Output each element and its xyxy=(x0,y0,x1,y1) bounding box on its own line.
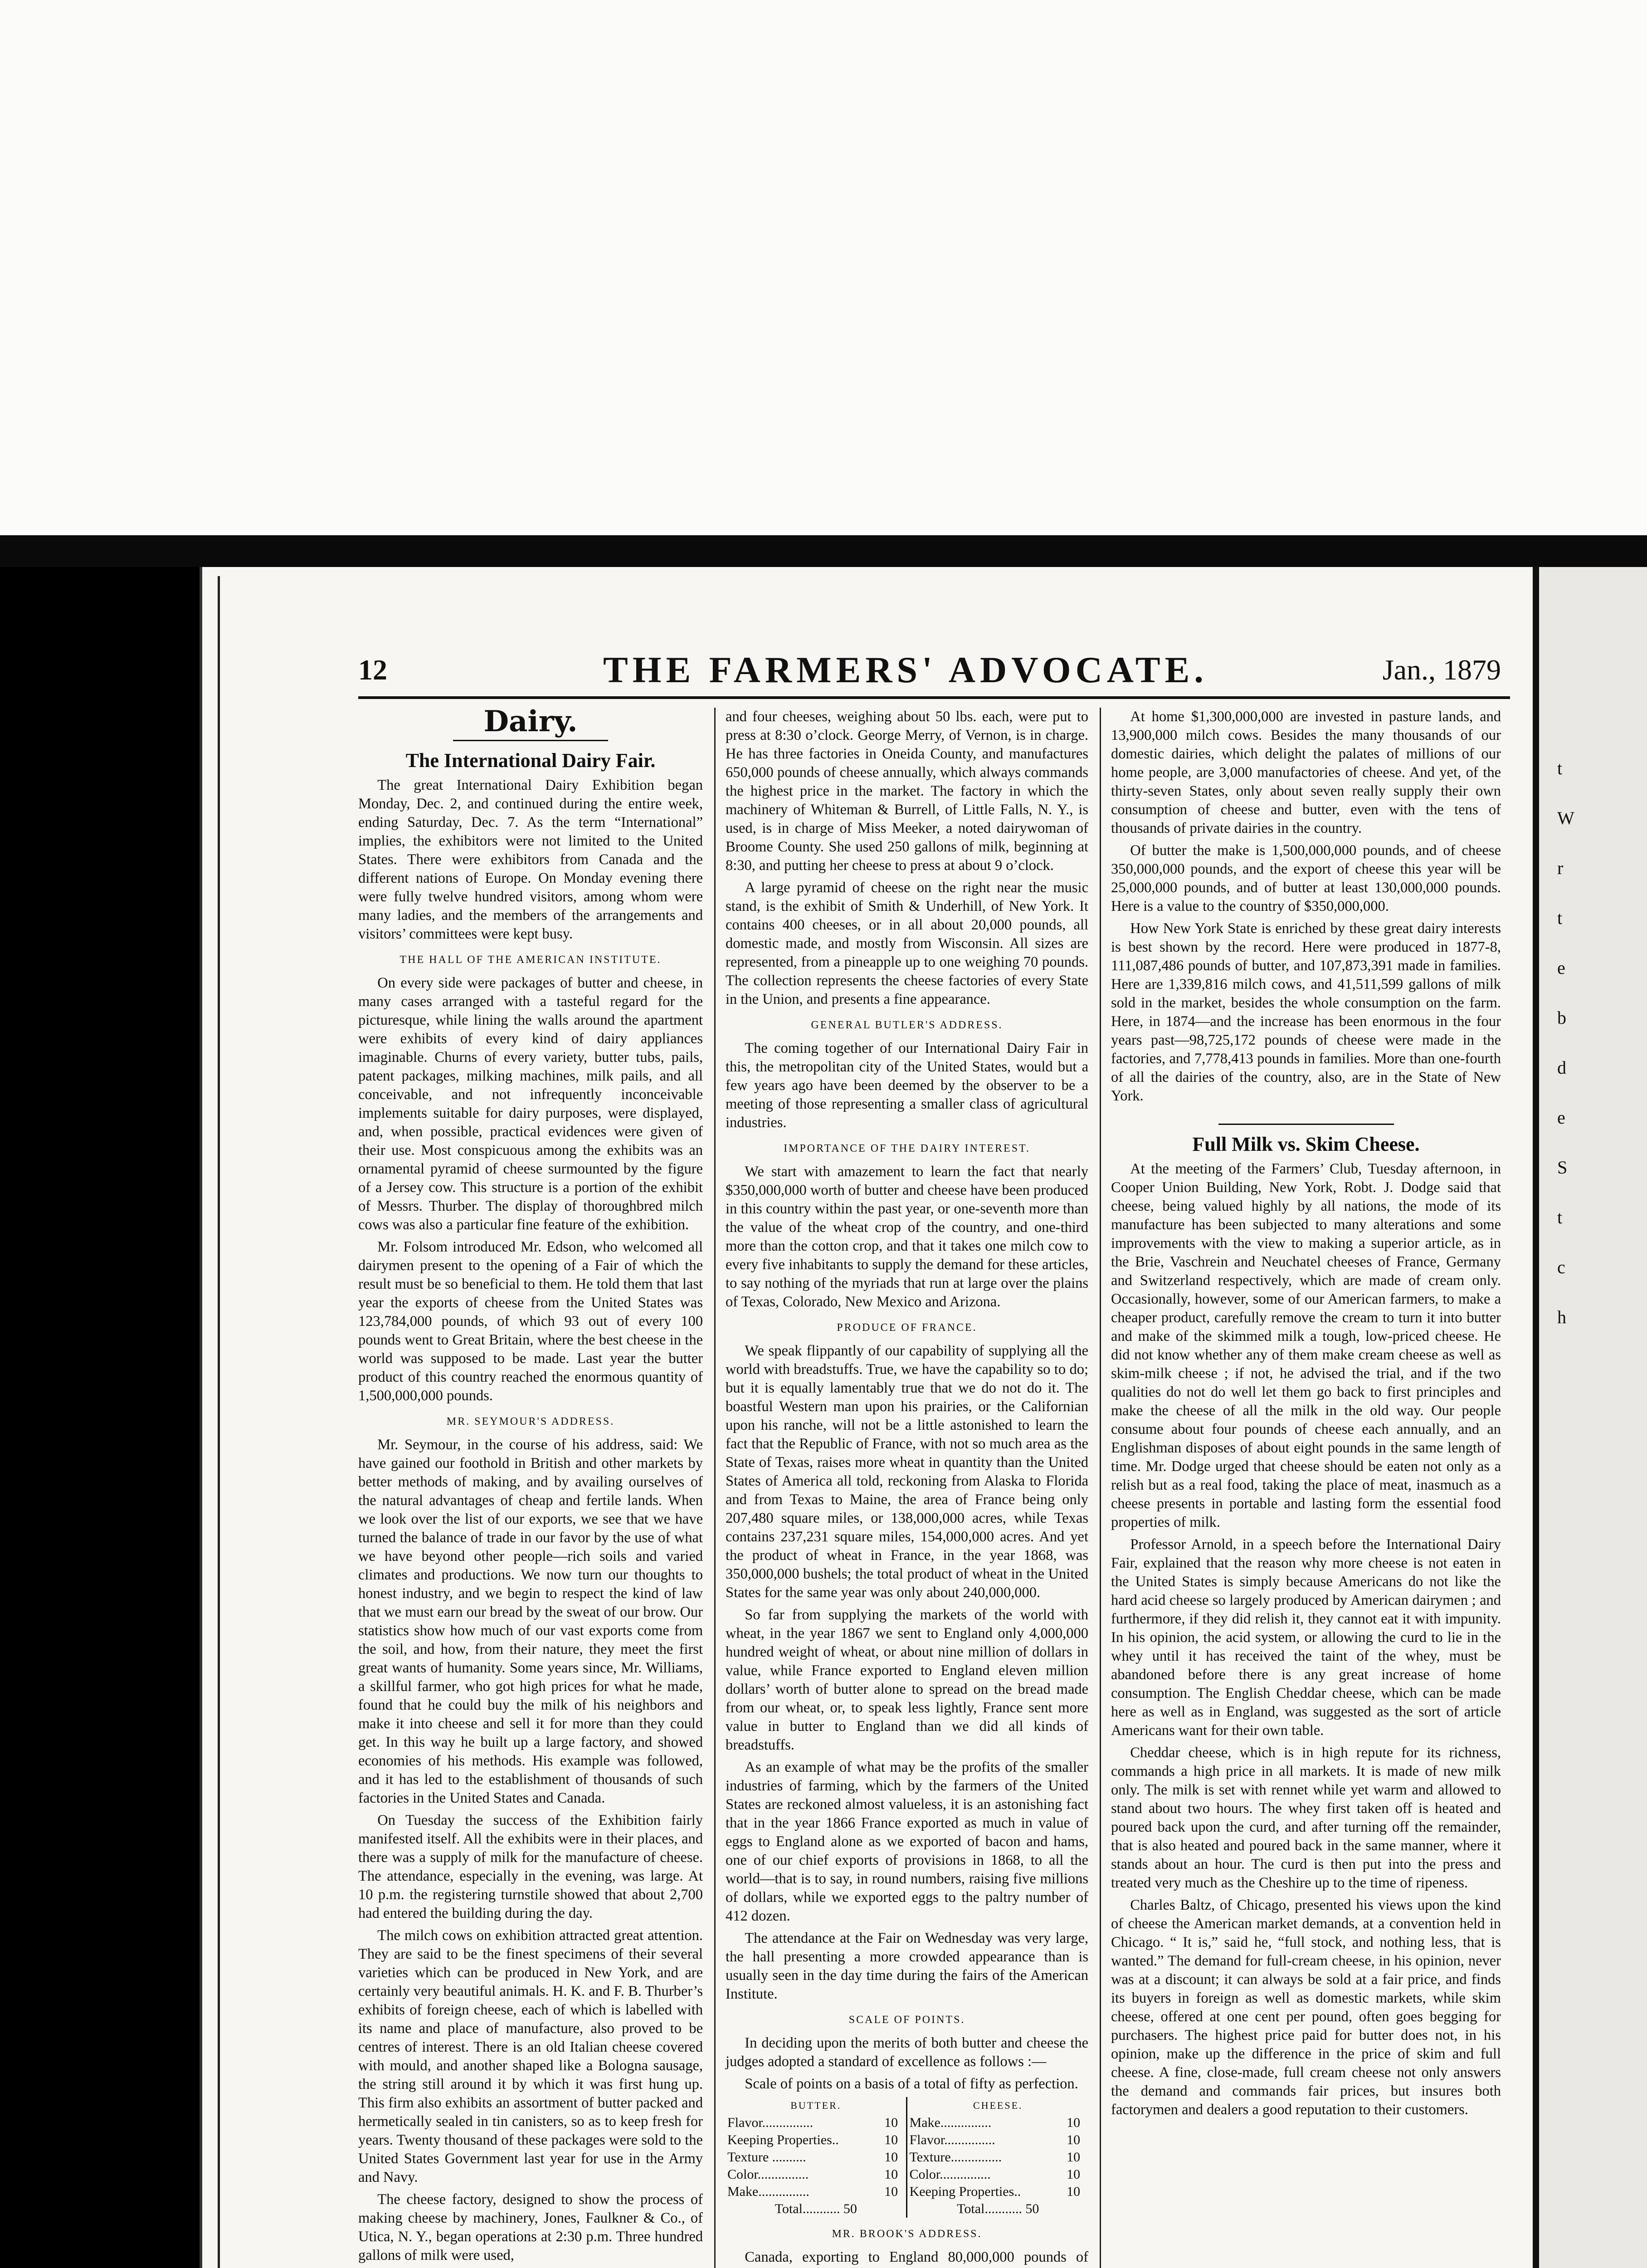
page-header xyxy=(358,644,1501,694)
adjacent-page-strip xyxy=(1533,567,1647,2268)
scale-of-points-table xyxy=(726,2097,1088,2218)
scan-background xyxy=(0,0,1647,535)
cheese-points: 10 xyxy=(1067,2132,1081,2147)
cheese-points: 10 xyxy=(1067,2150,1081,2165)
paragraph: In deciding upon the merits of both butter and cheese the judges adopted a standard of excellence as follows :— xyxy=(726,2035,1088,2070)
scan-border xyxy=(0,535,1647,567)
paragraph: Mr. Folsom introduced Mr. Edson, who welcomed all dairymen present to the opening of a Fair of which the result must be so beneficial to them. He told them that last year the exports of cheese from the United States was 123,784,000 pounds, of which 93 out of every 100 pounds went to Great Britain, where the best cheese in the world was supposed to be made. Last year the butter product of this country reached the enormous quantity of 1,500,000,000 pounds. xyxy=(358,1239,703,1404)
edge-letter-fragment: b xyxy=(1557,1007,1566,1028)
paragraph: Of butter the make is 1,500,000,000 pounds, and of cheese 350,000,000 pounds, and the export of cheese this year will be 25,000,000 pounds, and of butter at least 130,000,000 pounds. Here is a value to the country of $350,000,000. xyxy=(1111,842,1501,914)
edge-letter-fragment: t xyxy=(1557,1207,1563,1227)
cheese-header: CHEESE. xyxy=(907,2097,1088,2114)
paragraph: The cheese factory, designed to show the process of making cheese by machinery, Jones, Faulkner & Co., of Utica, N. Y., began operations at 2:30 p.m. Three hundred gallons of milk were used, xyxy=(358,2191,703,2263)
column-divider xyxy=(1100,708,1101,2268)
subheading: THE HALL OF THE AMERICAN INSTITUTE. xyxy=(400,954,662,966)
edge-letter-fragment: c xyxy=(1557,1257,1565,1277)
edge-letter-fragment: t xyxy=(1557,758,1563,778)
paragraph: Scale of points on a basis of a total of fifty as perfection. xyxy=(745,2076,1078,2092)
edge-letter-fragment: S xyxy=(1557,1157,1568,1178)
butter-points: 10 xyxy=(884,2150,898,2165)
edge-letter-fragment: t xyxy=(1557,908,1563,928)
subheading: GENERAL BUTLER'S ADDRESS. xyxy=(811,1019,1003,1031)
butter-criterion: Texture .......... xyxy=(727,2150,806,2165)
subheading: PRODUCE OF FRANCE. xyxy=(837,1322,977,1334)
page-number: 12 xyxy=(358,654,387,686)
butter-criterion: Make............... xyxy=(727,2184,809,2199)
issue-date: Jan., 1879 xyxy=(1382,654,1501,686)
edge-letter-fragment: e xyxy=(1557,1107,1565,1128)
subheading: MR. BROOK'S ADDRESS. xyxy=(832,2228,982,2240)
butter-points: 10 xyxy=(884,2184,898,2199)
butter-points: 10 xyxy=(884,2132,898,2147)
edge-letter-fragment: r xyxy=(1557,858,1564,878)
header-rule xyxy=(358,696,1510,699)
paragraph: So far from supplying the markets of the world with wheat, in the year 1867 we sent to England only 4,000,000 hundred weight of wheat, or about nine million of dollars in value, while France exported to England eleven million dollars’ worth of butter alone to spread on the bread made from our wheat, or, to speak less lightly, France sent more value in butter to England than we did all kinds of breadstuffs. xyxy=(726,1607,1088,1753)
subheading: MR. SEYMOUR'S ADDRESS. xyxy=(446,1416,615,1427)
butter-criterion: Keeping Properties.. xyxy=(727,2132,839,2147)
column-divider xyxy=(714,708,716,2268)
butter-points: 10 xyxy=(884,2167,898,2182)
edge-letter-fragment: e xyxy=(1557,958,1565,978)
paragraph: As an example of what may be the profits of the smaller industries of farming, which by the farmers of the United States are reckoned almost valueless, it is an astonishing fact that in the year 1866 France exported as much in value of eggs to England alone as we exported of bacon and hams, one of our chief exports of provisions in 1868, to all the world—that is to say, in round numbers, raising five millions of dollars, while we exported eggs to the paltry number of 412 dozen. xyxy=(726,1759,1088,1924)
butter-criterion: Color............... xyxy=(727,2167,809,2182)
edge-letter-fragment: h xyxy=(1557,1307,1566,1327)
butler-header: BUTTER. xyxy=(790,2100,842,2111)
paragraph: On every side were packages of butter and cheese, in many cases arranged with a tasteful regard for the picturesque, while lining the walls around the apartment were exhibits of every kind of dairy appliances imaginable. Churns of every variety, butter tubs, pails, patent packages, milking machines, milk pails, and all conceivable, and not infrequently inconceivable implements suitable for dairy purposes, were displayed, and, when possible, practical evidences were given of their use. Most conspicuous among the exhibits was an ornamental pyramid of cheese surmounted by the figure of a Jersey cow. This structure is a portion of the exhibit of Messrs. Thurber. The display of thoroughbred milch cows was also a particular fine feature of the exhibition. xyxy=(358,975,703,1233)
subheading: SCALE OF POINTS. xyxy=(848,2014,965,2026)
cheese-criterion: Color............... xyxy=(907,2166,1065,2183)
paragraph: At the meeting of the Farmers’ Club, Tuesday afternoon, in Cooper Union Building, New York, Robt. J. Dodge said that cheese, being valued highly by all nations, the mode of its manufacture has been subjected to many alterations and some improvements with the view to making a superior article, as in the Brie, Vaschrein and Neuchatel cheeses of France, Germany and Switzerland respectively, which are made of cream only. Occasionally, however, some of our American farmers, to make a cheaper product, carefully remove the cream to turn it into butter and make of the skimmed milk a tough, low-priced cheese. He did not know whether any of them make cream cheese as well as skim-milk cheese ; if not, he advised the trial, and if the two qualities do not do well let them go back to first principles and make the cheese of all the milk in the old way. Our people consume about four pounds of cheese each annually, and an Englishman disposes of about eight pounds in the same length of time. Mr. Dodge urged that cheese should be eaten not only as a relish but as a real food, taking the place of meat, inasmuch as a cheese presents in portable and lasting form the essential food properties of milk. xyxy=(1111,1161,1501,1530)
paragraph: The great International Dairy Exhibition began Monday, Dec. 2, and continued during the entire week, ending Saturday, Dec. 7. As the term “International” implies, the exhibitors were not limited to the United States. There were exhibitors from Canada and the different nations of Europe. On Monday evening there were fully twelve hundred visitors, among whom were many ladies, and the members of the arrangements and visitors’ committees were kept busy. xyxy=(358,777,703,942)
paragraph: The attendance at the Fair on Wednesday was very large, the hall presenting a more crowded appearance than is usually seen in the day time during the fairs of the American Institute. xyxy=(726,1930,1088,2002)
paragraph: Cheddar cheese, which is in high repute for its richness, commands a high price in all markets. It is made of new milk only. The milk is set with rennet while yet warm and allowed to stand about two hours. The whey first taken off is heated and poured back upon the curd, and after turning off the remainder, that is also heated and poured back in the same manner, where it stands about an hour. The curd is then put into the press and treated very much as the Cheshire up to the time of ripeness. xyxy=(1111,1745,1501,1891)
paragraph: We start with amazement to learn the fact that nearly $350,000,000 worth of butter and cheese have been produced in this country within the past year, or one-seventh more than the value of the wheat crop of the country, and one-third more than the cotton crop, and that it takes one milch cow to every five inhabitants to supply the demand for these articles, to say nothing of the myriads that run at large over the plains of Texas, Colorado, New Mexico and Arizona. xyxy=(726,1163,1088,1310)
cheese-points: 10 xyxy=(1067,2167,1081,2182)
masthead-title: THE FARMERS' ADVOCATE. xyxy=(603,649,1208,690)
paragraph: We speak flippantly of our capability of supplying all the world with breadstuffs. True, we have the capability so to do; but it is equally lamentably true that we do not do it. The boastful Western man upon his prairies, or the Californian upon his ranche, will not be a little astonished to learn the fact that the Republic of France, with not so much area as the State of Texas, raises more wheat in quantity than the United States of America all told, reckoning from Alaska to Florida and from Texas to Maine, the area of France being only 207,480 square miles, or 138,000,000 acres, while Texas contains 237,231 square miles, 154,000,000 acres. And yet the product of wheat in France, in the year 1868, was 350,000,000 bushels; the total product of wheat in the United States for the same year was only about 240,000,000. xyxy=(726,1343,1088,1601)
paragraph: The milch cows on exhibition attracted great attention. They are said to be the finest specimens of their several varieties which can be produced in New York, and are certainly very beautiful animals. H. K. and F. B. Thurber’s exhibits of foreign cheese, each of which is labelled with its name and place of manufacture, also proved to be centres of interest. There is an old Italian cheese covered with mould, and another shaped like a Bologna sausage, the string still around it by which it was first hung up. This firm also exhibits an assortment of butter packed and hermetically sealed in tin canisters, so as to keep fresh for years. Twenty thousand of these packages were sold to the United States Government last year for use in the Army and Navy. xyxy=(358,1927,703,2185)
cheese-criterion: Flavor............... xyxy=(907,2131,1065,2149)
page-binding-edge xyxy=(204,576,220,2268)
paragraph: and four cheeses, weighing about 50 lbs. each, were put to press at 8:30 o’clock. George Merry, of Vernon, is in charge. He has three factories in Oneida County, and manufactures 650,000 pounds of cheese annually, which always commands the highest price in the market. The factory in which the machinery of Whiteman & Burrell, of Little Falls, N. Y., is used, is in charge of Miss Meeker, a noted dairywoman of Broome County. She used 250 gallons of milk, beginning at 8:30, and putting her cheese to press at about 9 o’clock. xyxy=(726,709,1088,874)
subheading: IMPORTANCE OF THE DAIRY INTEREST. xyxy=(784,1143,1030,1154)
cheese-points: 10 xyxy=(1067,2115,1081,2130)
butter-points: 10 xyxy=(884,2115,898,2130)
article-title: Full Milk vs. Skim Cheese. xyxy=(1192,1133,1420,1155)
separator xyxy=(453,740,608,741)
cheese-total: Total........... 50 xyxy=(907,2200,1088,2218)
column-1 xyxy=(358,704,703,2268)
paragraph: Canada, exporting to England 80,000,000 pounds of xyxy=(745,2249,1088,2265)
paragraph: How New York State is enriched by these great dairy interests is best shown by the record. Here were produced in 1877-8, 111,087,486 pounds of butter, and 107,873,391 made in families. Here are 1,339,816 milch cows, and 41,511,599 gallons of milk sold in the market, besides the whole consumption on the farm. Here, in 1874—and the increase has been enormous in the four years past—98,725,172 pounds of cheese were made in the factories, and 7,778,413 pounds in families. More than one-fourth of all the dairies of the country, also, are in the State of New York. xyxy=(1111,920,1501,1104)
paragraph: The coming together of our International Dairy Fair in this, the metropolitan city of the United States, would but a few years ago have been deemed by the observer to be a meeting of those representing a smaller class of agricultural industries. xyxy=(726,1040,1088,1131)
paragraph: On Tuesday the success of the Exhibition fairly manifested itself. All the exhibits were in their places, and there was a supply of milk for the manufacture of cheese. The attendance, especially in the evening, was large. At 10 p.m. the registering turnstile showed that about 2,700 had entered the building during the day. xyxy=(358,1812,703,1921)
separator xyxy=(1218,1124,1394,1125)
column-3 xyxy=(1111,708,1501,2123)
paragraph: Professor Arnold, in a speech before the International Dairy Fair, explained that the reason why more cheese is not eaten in the United States is simply because Americans do not like the hard acid cheese so largely produced by American dairymen ; and furthermore, if they did relish it, they cannot eat it with impunity. In his opinion, the acid system, or allowing the curd to lie in the whey until it has received the taint of the whey, must be abandoned before there is any great increase of home consumption. The English Cheddar cheese, which can be made here as well as in England, was suggested as the sort of article Americans want for their own table. xyxy=(1111,1536,1501,1739)
butter-total: Total........... 50 xyxy=(775,2201,857,2216)
paragraph: A large pyramid of cheese on the right near the music stand, is the exhibit of Smith & Underhill, of New York. It contains 400 cheeses, or in all about 20,000 pounds, all domestic made, and mostly from Wisconsin. All sizes are represented, from a pineapple up to one weighing 70 pounds. The collection represents the cheese factories of every State in the Union, and presents a fine appearance. xyxy=(726,880,1088,1007)
paragraph: Mr. Seymour, in the course of his address, said: We have gained our foothold in British and other markets by better methods of making, and by availing ourselves of the natural advantages of cheap and fertile lands. When we look over the list of our exports, we see that we have turned the balance of trade in our favor by the use of what we have beyond other people—rich soils and varied climates and productions. We now turn our thoughts to honest industry, and we begin to respect the kind of law that we must earn our bread by the sweat of our brow. Our statistics show how much of our vast exports come from the soil, and how, from their nature, they meet the first great wants of humanity. Some years since, Mr. Williams, a skillful farmer, who got high prices for what he made, found that he could buy the milk of his neighbors and make it into cheese and sell it for more than they could get. In this way he built up a large factory, and showed economies of his methods. His example was followed, and it has led to the establishment of thousands of such factories in the United States and Canada. xyxy=(358,1437,703,1806)
section-title: Dairy. xyxy=(483,704,578,738)
butter-criterion: Flavor............... xyxy=(727,2115,814,2130)
column-2 xyxy=(726,708,1088,2268)
paragraph: Charles Baltz, of Chicago, presented his views upon the kind of cheese the American market demands, at a convention held in Chicago. “ It is,” said he, “full stock, and nothing less, that is wanted.” The demand for full-cream cheese, in his opinion, never was at a discount; it can always be sold at a fair price, and finds its buyers in foreign as well as domestic markets, while skim cheese, offered at one cent per pound, often goes begging for purchasers. The highest price paid for butter does not, in his opinion, make up the difference in the price of skim and full cheese. A fine, close-made, full cream cheese not only answers the demand and commands fair prices, but insures both factorymen and dealers a good reputation to their customers. xyxy=(1111,1897,1501,2118)
article-title: The International Dairy Fair. xyxy=(405,749,656,772)
cheese-criterion: Keeping Properties.. xyxy=(907,2183,1065,2200)
edge-letter-fragment: d xyxy=(1557,1057,1566,1078)
paragraph: At home $1,300,000,000 are invested in pasture lands, and 13,900,000 milch cows. Besides the many thousands of our domestic dairies, which delight the palates of millions of our home people, are 3,000 manufactories of cheese. And yet, of the thirty-seven States, only about seven really supply their own consumption of cheese and butter, even with the tens of thousands of private dairies in the country. xyxy=(1111,709,1501,836)
edge-letter-fragment: W xyxy=(1557,808,1574,828)
cheese-criterion: Texture............... xyxy=(907,2149,1065,2166)
cheese-points: 10 xyxy=(1067,2184,1081,2199)
cheese-criterion: Make............... xyxy=(907,2114,1065,2131)
